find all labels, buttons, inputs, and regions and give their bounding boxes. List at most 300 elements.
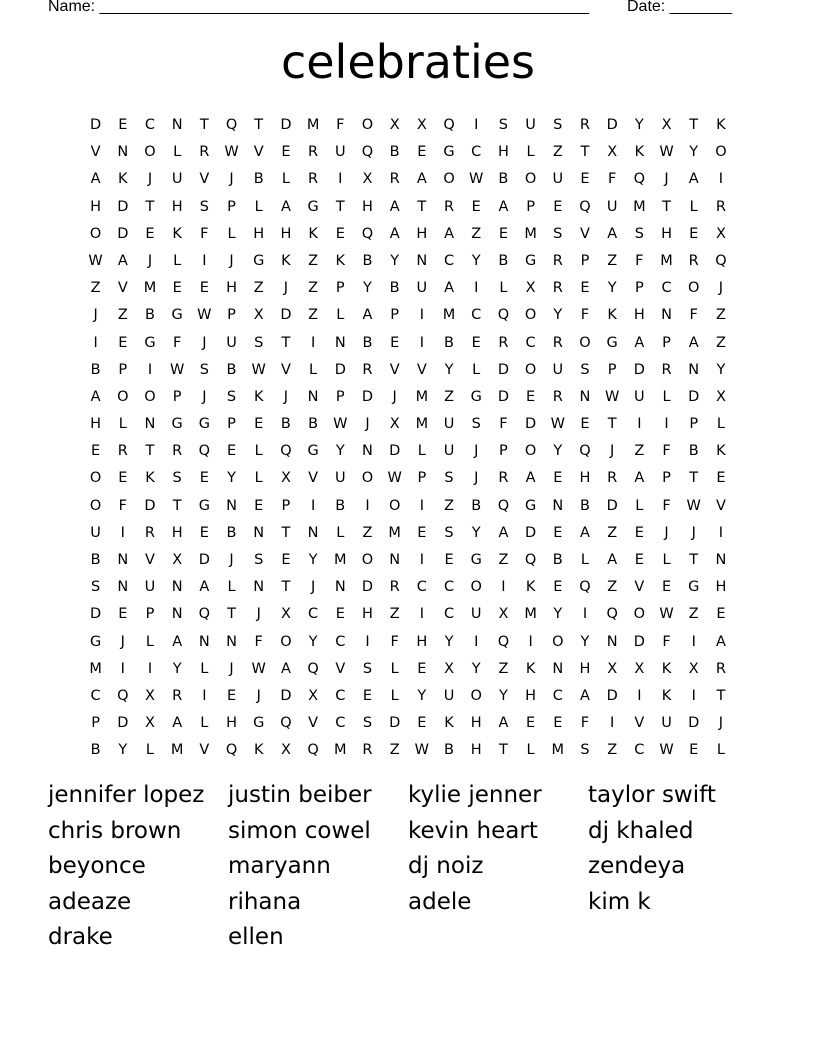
grid-letter: X xyxy=(715,225,726,242)
grid-row xyxy=(82,275,735,302)
grid-letter: O xyxy=(470,687,482,704)
grid-letter: L xyxy=(336,307,345,324)
grid-letter: I xyxy=(419,497,424,514)
grid-letter: L xyxy=(472,361,481,378)
grid-letter: D xyxy=(525,416,537,433)
grid-letter: E xyxy=(417,660,427,677)
grid-letter: B xyxy=(362,252,373,269)
grid-letter: Y xyxy=(417,687,427,704)
grid-letter: N xyxy=(198,633,210,650)
grid-letter: N xyxy=(715,552,727,568)
grid-letter: Y xyxy=(118,742,128,759)
grid-letter: R xyxy=(715,660,726,677)
grid-row xyxy=(82,574,735,601)
grid-letter: I xyxy=(202,687,207,704)
grid-letter: U xyxy=(144,579,156,596)
grid-letter: O xyxy=(524,307,537,324)
word-list-item: rihana xyxy=(228,888,302,915)
grid-letter: J xyxy=(202,388,207,405)
grid-letter: I xyxy=(610,715,615,732)
grid-letter: K xyxy=(308,225,318,242)
grid-letter: M xyxy=(415,388,429,405)
grid-letter: E xyxy=(199,524,209,541)
grid-letter: R xyxy=(362,742,373,759)
grid-letter: H xyxy=(280,225,292,242)
word-list-item: beyonce xyxy=(48,853,146,879)
grid-letter: X xyxy=(715,388,726,405)
grid-letter: Q xyxy=(715,252,727,269)
grid-letter: N xyxy=(688,361,700,378)
grid-letter: M xyxy=(89,660,102,677)
grid-letter: N xyxy=(226,497,237,514)
grid-letter: G xyxy=(144,334,156,351)
grid-letter: K xyxy=(634,144,645,161)
grid-letter: I xyxy=(147,660,153,677)
grid-letter: N xyxy=(334,334,346,351)
grid-letter: L xyxy=(390,660,399,677)
grid-letter: K xyxy=(716,443,726,460)
grid-letter: I xyxy=(501,579,506,596)
grid-letter: Y xyxy=(471,660,481,677)
grid-letter: J xyxy=(310,579,316,596)
grid-letter: J xyxy=(229,171,234,188)
grid-letter: D xyxy=(90,117,102,133)
grid-letter: D xyxy=(117,715,129,732)
grid-letter: K xyxy=(253,742,264,759)
grid-letter: Y xyxy=(553,606,563,623)
grid-letter: S xyxy=(199,198,209,215)
grid-letter: N xyxy=(552,660,564,677)
grid-letter: L xyxy=(499,280,508,297)
grid-letter: D xyxy=(688,715,700,732)
grid-letter: A xyxy=(172,633,183,650)
grid-row xyxy=(82,683,735,710)
grid-letter: L xyxy=(227,225,236,242)
grid-letter: E xyxy=(716,606,726,623)
grid-letter: O xyxy=(524,361,537,378)
grid-letter: D xyxy=(688,388,700,405)
grid-letter: Q xyxy=(497,307,510,324)
grid-row xyxy=(82,194,735,221)
grid-letter: Z xyxy=(308,252,319,269)
grid-letter: E xyxy=(335,225,345,242)
grid-letter: W xyxy=(659,606,674,623)
grid-letter: D xyxy=(497,361,509,378)
grid-letter: U xyxy=(226,334,237,351)
grid-letter: B xyxy=(362,334,373,351)
word-search-grid xyxy=(82,112,735,765)
grid-letter: L xyxy=(227,579,236,596)
grid-row xyxy=(82,601,735,628)
grid-letter: U xyxy=(552,171,564,188)
grid-letter: R xyxy=(308,144,319,161)
grid-letter: Z xyxy=(362,524,373,541)
grid-letter: K xyxy=(281,252,291,269)
grid-letter: R xyxy=(552,252,563,269)
word-list-item: dj khaled xyxy=(588,817,694,844)
grid-letter: Z xyxy=(498,660,509,677)
grid-letter: I xyxy=(582,606,588,623)
grid-letter: O xyxy=(579,334,591,351)
grid-letter: E xyxy=(199,280,209,297)
grid-letter: B xyxy=(226,524,237,541)
grid-letter: J xyxy=(229,552,234,568)
grid-letter: A xyxy=(172,715,183,732)
grid-letter: V xyxy=(199,742,210,759)
grid-letter: G xyxy=(253,715,265,732)
grid-letter: A xyxy=(580,524,590,541)
grid-letter: E xyxy=(390,334,400,351)
grid-letter: Q xyxy=(280,443,292,460)
grid-letter: B xyxy=(498,252,509,269)
grid-letter: L xyxy=(173,252,182,269)
grid-letter: X xyxy=(145,687,155,704)
grid-letter: Q xyxy=(280,715,292,732)
grid-letter: H xyxy=(416,633,428,650)
grid-letter: K xyxy=(118,171,128,188)
grid-letter: Y xyxy=(308,633,318,650)
grid-letter: I xyxy=(419,334,424,351)
grid-letter: J xyxy=(202,334,207,351)
grid-letter: X xyxy=(389,117,400,133)
word-list-item: kevin heart xyxy=(408,817,538,844)
grid-letter: I xyxy=(365,497,370,514)
grid-letter: F xyxy=(336,117,345,133)
grid-letter: U xyxy=(661,715,672,732)
grid-letter: E xyxy=(118,334,128,351)
word-list-item: taylor swift xyxy=(588,782,716,808)
grid-letter: L xyxy=(336,524,345,541)
grid-letter: B xyxy=(144,307,155,324)
grid-letter: R xyxy=(552,280,563,297)
grid-letter: V xyxy=(90,144,101,161)
grid-letter: E xyxy=(689,225,699,242)
grid-letter: Y xyxy=(390,252,400,269)
grid-letter: A xyxy=(90,388,101,405)
grid-letter: J xyxy=(120,633,125,650)
grid-letter: D xyxy=(90,606,102,623)
grid-letter: E xyxy=(689,742,699,759)
grid-letter: I xyxy=(120,660,125,677)
grid-letter: A xyxy=(634,334,645,351)
grid-letter: H xyxy=(470,715,482,732)
grid-letter: T xyxy=(281,579,291,596)
grid-row xyxy=(82,465,735,492)
grid-letter: E xyxy=(199,470,209,487)
grid-letter: G xyxy=(470,388,482,405)
grid-letter: B xyxy=(335,497,346,514)
grid-letter: A xyxy=(444,280,454,297)
grid-letter: Q xyxy=(606,606,618,623)
grid-letter: D xyxy=(606,687,618,704)
grid-letter: U xyxy=(443,416,455,433)
grid-letter: W xyxy=(604,388,620,405)
grid-letter: B xyxy=(90,742,101,759)
grid-letter: P xyxy=(662,334,671,351)
grid-letter: C xyxy=(90,687,101,704)
word-list-item: maryann xyxy=(228,853,331,879)
grid-letter: K xyxy=(607,307,617,324)
grid-letter: S xyxy=(580,361,590,378)
grid-letter: H xyxy=(90,198,102,215)
grid-letter: X xyxy=(253,307,264,324)
grid-letter: I xyxy=(664,416,669,433)
grid-row xyxy=(82,438,735,465)
grid-letter: V xyxy=(634,715,645,732)
grid-letter: Q xyxy=(225,742,238,759)
grid-letter: X xyxy=(389,416,400,433)
grid-letter: E xyxy=(553,198,563,215)
grid-letter: K xyxy=(716,117,726,133)
grid-letter: I xyxy=(202,252,207,269)
grid-letter: X xyxy=(498,606,509,623)
grid-letter: X xyxy=(362,171,373,188)
grid-letter: Y xyxy=(580,633,590,650)
grid-letter: R xyxy=(117,443,128,460)
grid-letter: P xyxy=(281,497,291,514)
grid-letter: W xyxy=(169,361,185,378)
grid-letter: D xyxy=(117,225,129,242)
grid-letter: C xyxy=(308,606,319,623)
grid-letter: B xyxy=(253,171,264,188)
grid-letter: E xyxy=(471,334,481,351)
grid-letter: L xyxy=(390,687,399,704)
grid-letter: N xyxy=(334,579,346,596)
name-field-label: Name: _______________________________________________________ xyxy=(48,0,589,15)
grid-letter: L xyxy=(145,633,155,650)
grid-letter: V xyxy=(416,361,427,378)
grid-letter: N xyxy=(389,552,401,568)
grid-letter: J xyxy=(283,388,289,405)
grid-letter: O xyxy=(524,443,537,460)
grid-letter: H xyxy=(470,742,482,759)
grid-letter: E xyxy=(254,497,264,514)
grid-letter: Q xyxy=(361,144,374,161)
grid-letter: J xyxy=(147,252,153,269)
grid-letter: U xyxy=(443,443,455,460)
grid-letter: H xyxy=(579,470,591,487)
grid-letter: D xyxy=(633,633,645,650)
grid-letter: Y xyxy=(444,633,454,650)
grid-letter: R xyxy=(498,470,509,487)
grid-letter: E xyxy=(362,687,373,704)
grid-letter: S xyxy=(254,552,264,568)
grid-letter: E xyxy=(553,470,563,487)
grid-letter: J xyxy=(718,280,724,297)
grid-letter: W xyxy=(224,144,239,161)
grid-letter: M xyxy=(306,117,320,133)
grid-letter: A xyxy=(90,171,101,188)
grid-letter: U xyxy=(443,687,455,704)
grid-letter: Y xyxy=(634,117,644,133)
grid-letter: X xyxy=(688,660,699,677)
grid-letter: Q xyxy=(225,117,238,133)
grid-letter: B xyxy=(308,416,319,433)
grid-letter: T xyxy=(172,497,182,514)
grid-letter: C xyxy=(471,307,482,324)
grid-letter: N xyxy=(117,552,129,568)
grid-letter: J xyxy=(256,606,261,623)
grid-letter: A xyxy=(607,225,618,242)
grid-letter: O xyxy=(144,388,156,405)
grid-letter: E xyxy=(118,117,128,133)
grid-letter: H xyxy=(497,144,509,161)
grid-letter: I xyxy=(120,524,125,541)
grid-letter: P xyxy=(689,416,699,433)
grid-letter: E xyxy=(145,225,155,242)
grid-letter: I xyxy=(419,307,424,324)
grid-letter: R xyxy=(199,144,210,161)
grid-letter: N xyxy=(253,524,265,541)
grid-letter: H xyxy=(253,225,265,242)
grid-letter: P xyxy=(390,307,400,324)
grid-letter: G xyxy=(470,552,482,568)
grid-letter: Y xyxy=(689,144,699,161)
grid-letter: A xyxy=(389,198,400,215)
grid-letter: O xyxy=(361,470,374,487)
grid-letter: G xyxy=(524,252,537,269)
grid-letter: N xyxy=(307,388,319,405)
grid-letter: Q xyxy=(307,660,319,677)
grid-letter: L xyxy=(200,660,209,677)
grid-letter: M xyxy=(660,252,673,269)
grid-letter: R xyxy=(715,198,726,215)
grid-letter: C xyxy=(552,687,563,704)
grid-letter: X xyxy=(416,117,427,133)
grid-letter: S xyxy=(226,388,237,405)
grid-letter: K xyxy=(661,687,672,704)
grid-letter: T xyxy=(335,198,345,215)
grid-letter: O xyxy=(89,225,102,242)
grid-letter: F xyxy=(580,307,590,324)
grid-letter: E xyxy=(254,416,264,433)
grid-letter: V xyxy=(308,470,319,487)
grid-letter: P xyxy=(580,252,590,269)
grid-letter: V xyxy=(308,715,319,732)
grid-letter: H xyxy=(579,660,591,677)
grid-letter: F xyxy=(662,443,671,460)
grid-letter: M xyxy=(633,198,646,215)
grid-letter: A xyxy=(117,252,128,269)
grid-letter: Q xyxy=(497,633,510,650)
grid-letter: Z xyxy=(444,388,454,405)
date-field-label: Date: _______ xyxy=(627,0,732,15)
grid-letter: Z xyxy=(389,742,400,759)
grid-letter: Q xyxy=(307,742,319,759)
grid-letter: W xyxy=(659,144,674,161)
grid-letter: P xyxy=(118,361,128,378)
grid-letter: V xyxy=(634,579,645,596)
grid-letter: O xyxy=(361,552,374,568)
word-list-item: chris brown xyxy=(48,817,182,844)
grid-letter: I xyxy=(419,606,424,623)
grid-letter: E xyxy=(417,144,427,161)
grid-letter: R xyxy=(172,687,183,704)
grid-letter: H xyxy=(416,225,428,242)
grid-letter: X xyxy=(145,715,155,732)
grid-letter: D xyxy=(280,117,292,133)
grid-letter: D xyxy=(633,361,645,378)
grid-letter: Z xyxy=(715,334,726,351)
grid-letter: F xyxy=(689,307,698,324)
grid-letter: Z xyxy=(634,443,645,460)
grid-letter: N xyxy=(661,307,672,324)
grid-letter: A xyxy=(389,225,400,242)
grid-letter: S xyxy=(172,470,182,487)
word-list xyxy=(48,778,768,956)
grid-letter: A xyxy=(280,660,291,677)
grid-letter: J xyxy=(474,443,479,460)
grid-letter: E xyxy=(498,225,508,242)
grid-letter: Y xyxy=(607,280,617,297)
grid-letter: I xyxy=(310,497,316,514)
grid-letter: S xyxy=(254,334,264,351)
grid-letter: E xyxy=(281,552,291,568)
grid-letter: N xyxy=(307,524,319,541)
grid-letter: J xyxy=(664,171,669,188)
grid-letter: E xyxy=(335,606,345,623)
grid-letter: E xyxy=(580,171,590,188)
grid-letter: J xyxy=(365,416,370,433)
grid-letter: C xyxy=(471,144,482,161)
grid-letter: T xyxy=(607,416,617,433)
grid-letter: Y xyxy=(553,307,563,324)
word-list-item: kylie jenner xyxy=(408,782,542,808)
grid-letter: F xyxy=(662,633,671,650)
grid-letter: L xyxy=(635,497,644,514)
grid-letter: Y xyxy=(471,524,481,541)
grid-letter: N xyxy=(226,633,237,650)
grid-letter: P xyxy=(417,470,427,487)
grid-letter: L xyxy=(145,742,155,759)
grid-letter: X xyxy=(308,687,319,704)
grid-letter: O xyxy=(633,606,646,623)
grid-letter: J xyxy=(229,252,234,269)
grid-letter: I xyxy=(419,552,424,568)
grid-letter: R xyxy=(443,198,455,215)
grid-letter: Z xyxy=(90,280,101,297)
grid-letter: G xyxy=(171,307,183,324)
word-list-item: simon cowel xyxy=(228,817,371,844)
grid-letter: O xyxy=(361,117,374,133)
grid-row xyxy=(82,112,735,139)
grid-letter: E xyxy=(553,579,563,596)
grid-letter: L xyxy=(254,443,263,460)
grid-letter: Y xyxy=(172,660,182,677)
grid-letter: D xyxy=(144,497,156,514)
grid-letter: Q xyxy=(633,171,646,188)
grid-letter: N xyxy=(171,606,183,623)
grid-letter: F xyxy=(254,633,263,650)
grid-letter: L xyxy=(200,715,209,732)
word-list-item: ellen xyxy=(228,924,284,950)
grid-letter: S xyxy=(362,715,373,732)
grid-letter: S xyxy=(634,225,644,242)
grid-letter: I xyxy=(365,633,370,650)
grid-letter: Q xyxy=(198,606,211,623)
grid-letter: E xyxy=(91,443,101,460)
grid-letter: I xyxy=(147,361,153,378)
grid-letter: K xyxy=(253,388,264,405)
grid-letter: G xyxy=(198,416,210,433)
grid-letter: Q xyxy=(579,579,591,596)
grid-letter: Z xyxy=(715,307,726,324)
grid-letter: E xyxy=(526,715,536,732)
grid-letter: Z xyxy=(498,552,509,568)
word-list-item: dj noiz xyxy=(408,853,484,879)
grid-letter: U xyxy=(334,144,346,161)
grid-letter: S xyxy=(362,660,373,677)
